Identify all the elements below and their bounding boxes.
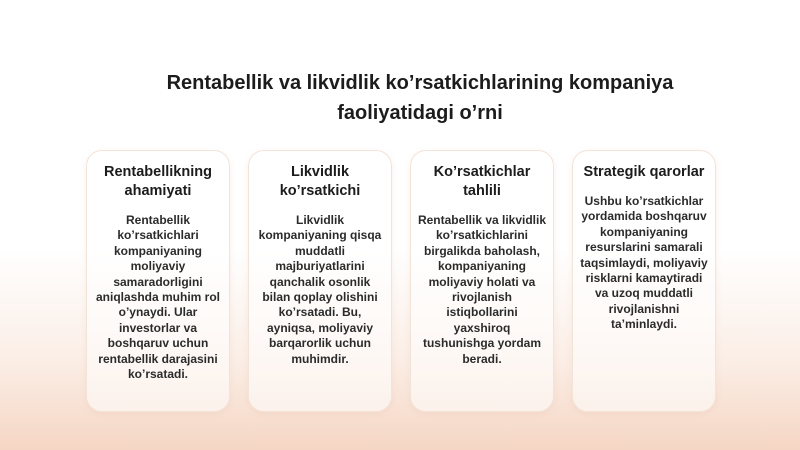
card-likvidlik	[248, 150, 392, 412]
card-row	[86, 150, 716, 415]
card-title: Ko’rsatkichlar tahlili	[433, 164, 531, 199]
card-title: Likvidlik ko’rsatkichi	[279, 164, 361, 199]
card-strategik	[572, 150, 716, 412]
card-text: Ushbu ko’rsatkichlar yordamida boshqaruv kompaniyaning resurslarini samarali taqsimlaydi, moliyaviy risklarni kamaytiradi va uzoq muddatli rivojlanishni ta’minlaydi.	[580, 194, 708, 332]
card-text: Likvidlik kompaniyaning qisqa muddatli majburiyatlarini qanchalik osonlik bilan qoplay olishini ko’rsatadi. Bu, ayniqsa, moliyaviy barqarorlik uchun muhimdir.	[258, 213, 382, 366]
card-rentabellik	[86, 150, 230, 412]
card-text: Rentabellik ko’rsatkichlari kompaniyaning moliyaviy samaradorligini aniqlashda muhim rol o’ynaydi. Ular investorlar va boshqaruv uchun rentabellik darajasini ko’rsatadi.	[95, 213, 221, 382]
card-title: Strategik qarorlar	[583, 164, 705, 180]
page-title: Rentabellik va likvidlik ko’rsatkichlarining kompaniya faoliyatidagi o’rni	[166, 72, 674, 124]
card-tahlil	[410, 150, 554, 412]
card-text: Rentabellik va likvidlik ko’rsatkichlarini birgalikda baholash, kompaniyaning moliyaviy holati va rivojlanish istiqbollarini yaxshiroq tushunishga yordam beradi.	[417, 213, 547, 366]
card-title: Rentabellikning ahamiyati	[104, 164, 212, 199]
